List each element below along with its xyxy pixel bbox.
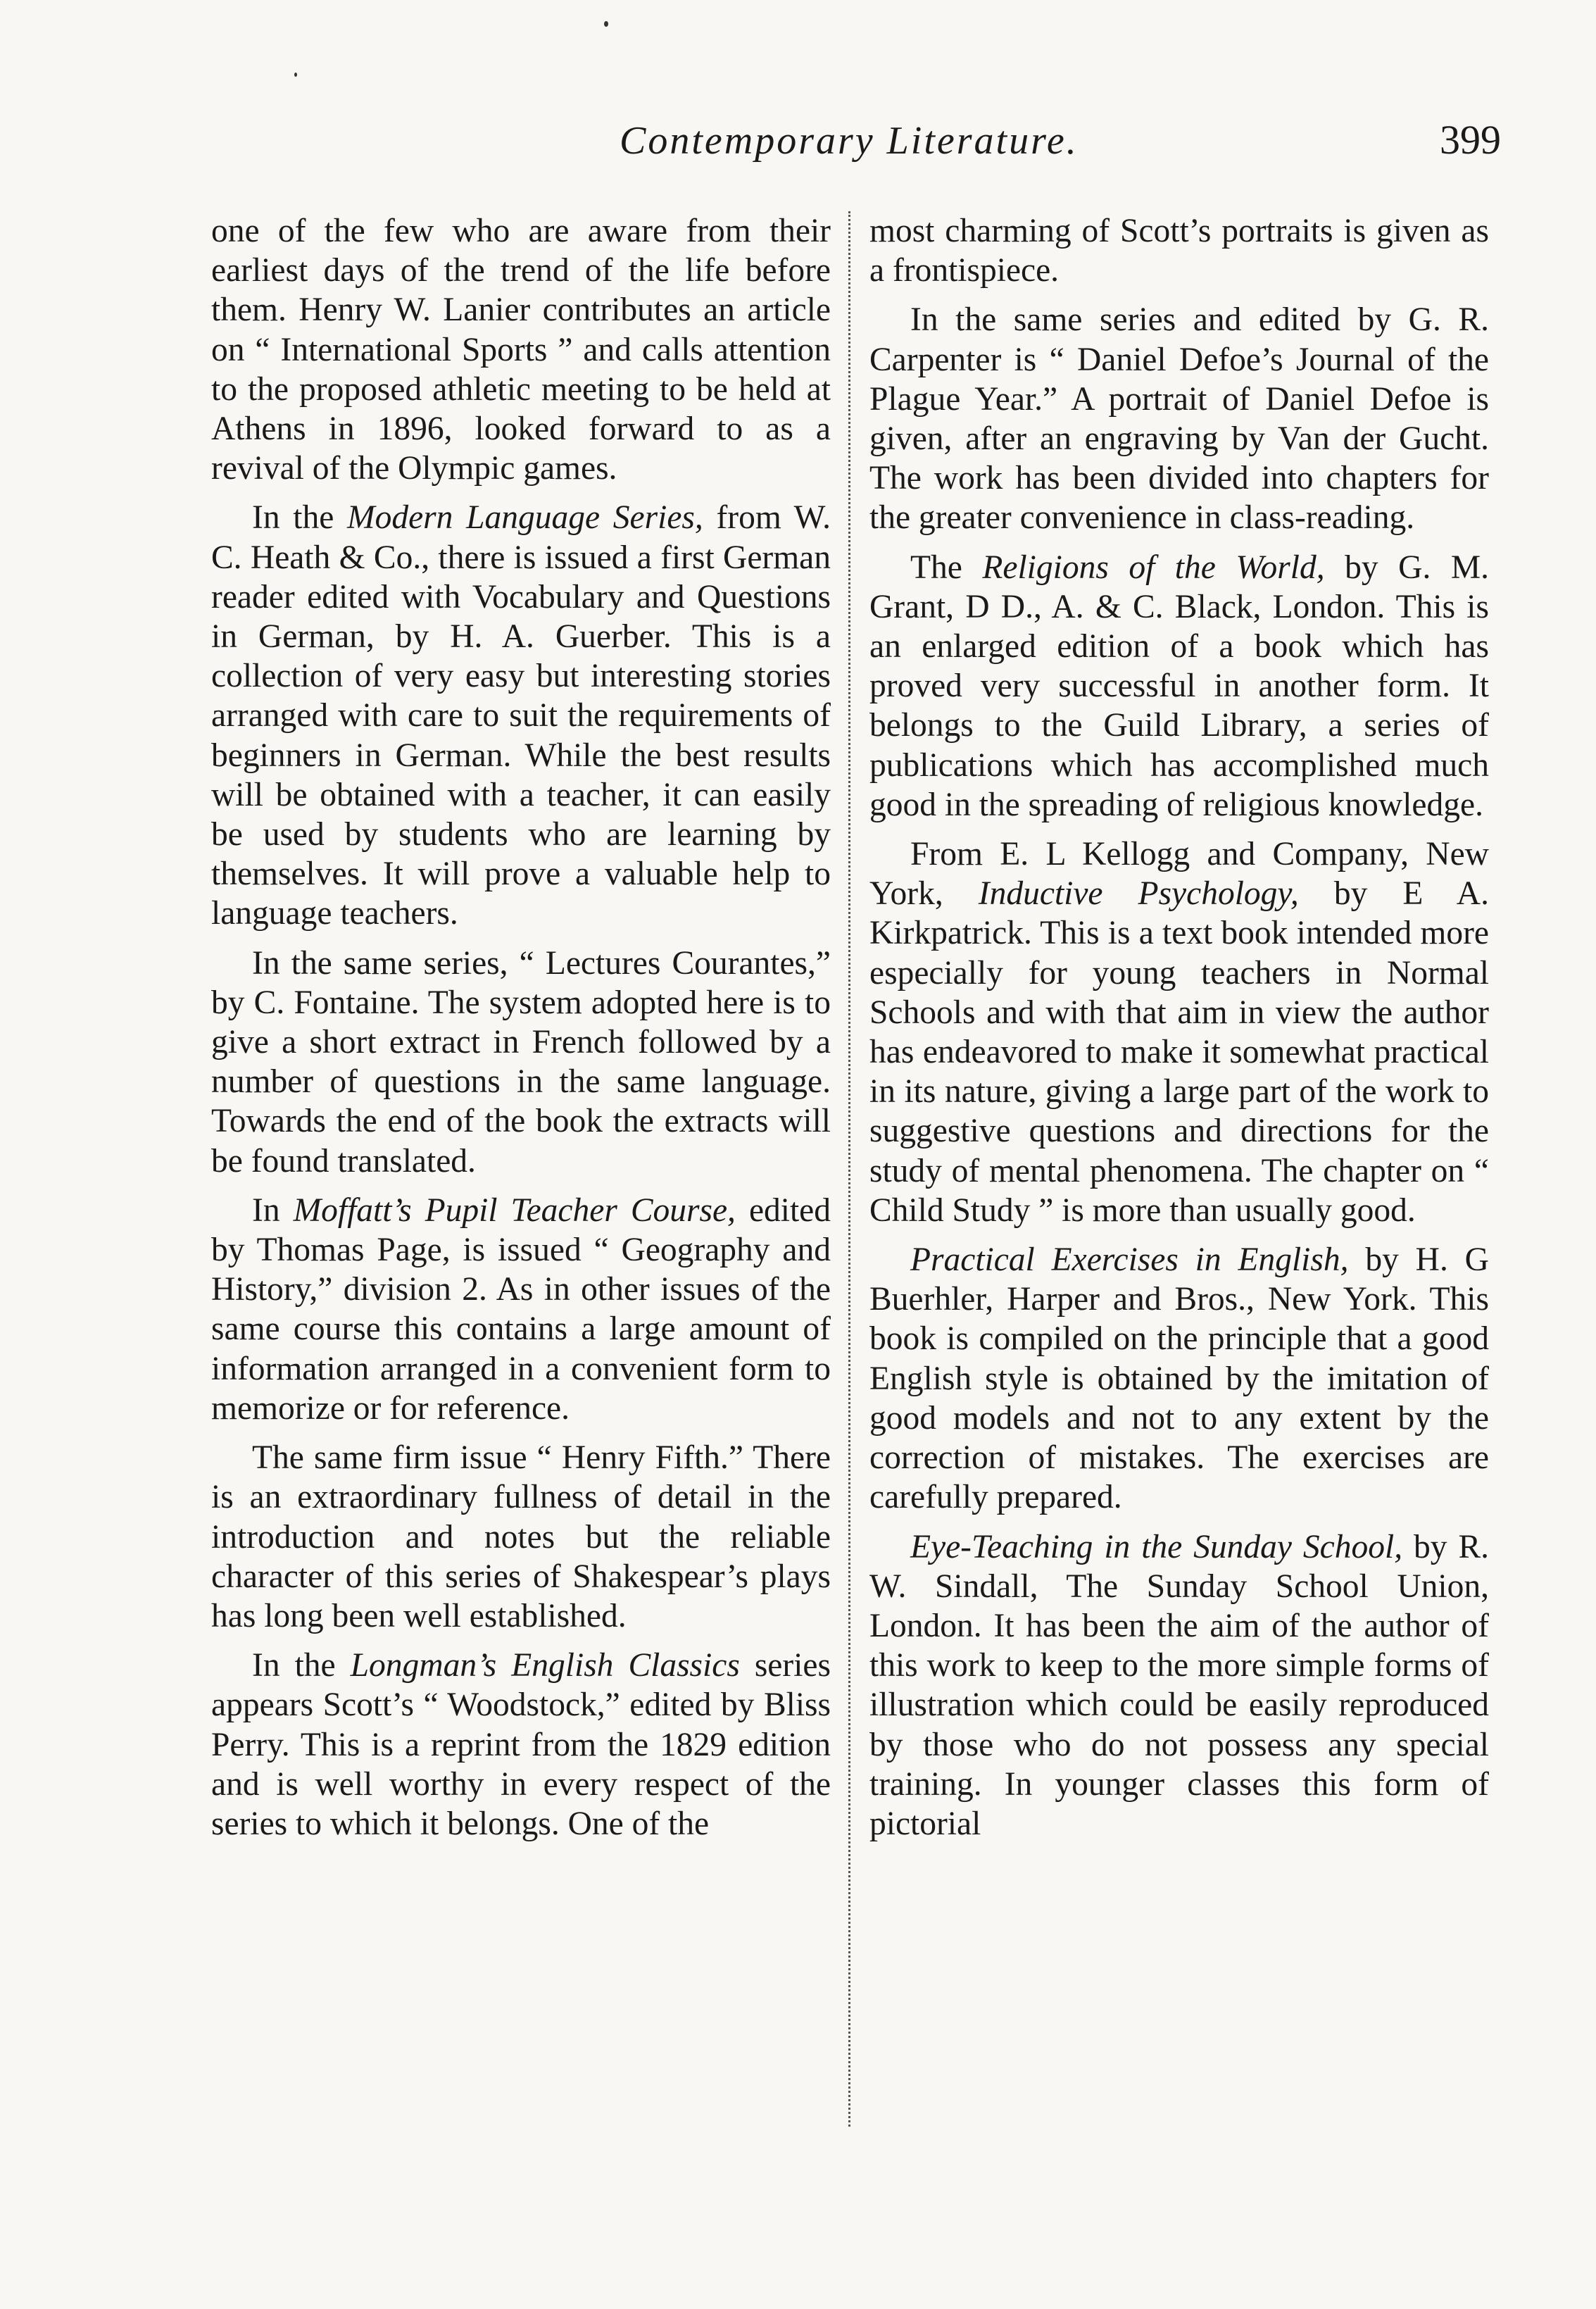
print-speck: [294, 73, 297, 77]
text-run: From E. L Kellogg and Company, New York,: [869, 836, 1489, 913]
paragraph: [869, 1527, 1489, 1844]
text-run: edited by Thomas Page, is issued “ Geography and History,” division 2. As in other issues of the same course this contains a large amount of information arranged in a convenient form to memorize or for reference.: [211, 1191, 831, 1427]
text-run: by R. W. Sindall, The Sunday School Union, London. It has been the aim of the author of this work to keep to the more simple forms of illustration which could be easily reproduced by those who do not possess any special training. In younger classes this form of pictorial: [869, 1528, 1489, 1842]
print-speck: [604, 21, 608, 27]
text-run: The same firm issue “ Henry Fifth.” There is an extraordinary fullness of detail in the introduction and notes but the reliable character of this series of Shakespear’s plays has long been well established.: [211, 1439, 831, 1634]
paragraph: [211, 1191, 831, 1428]
column-divider: [848, 211, 850, 2127]
title-italic: Practical Exercises in English,: [910, 1241, 1349, 1279]
text-run: from W. C. Heath & Co., there is issued a first German reader edited with Vocabulary and Questions in German, by H. A. Guerber. This is a collection of very easy but interesting stories arranged with care to suit the requirements of beginners in German. While the best results will be obtained with a teacher, it can easily be used by students who are learning by themselves. It will prove a valuable help to language teachers.: [211, 499, 831, 932]
text-run: by H. G Buerhler, Harper and Bros., New York. This book is compiled on the principle that a good English style is obtained by the imitation of good models and not to any extent by the correction of mistakes. The exercises are carefully prepared.: [869, 1241, 1489, 1516]
title-italic: Longman’s English Classics: [350, 1647, 740, 1684]
paragraph: [869, 834, 1489, 1230]
paragraph: [869, 548, 1489, 825]
text-run: by G. M. Grant, D D., A. & C. Black, London. This is an enlarged edition of a book which has proved very successful in another form. It belongs to the Guild Library, a series of publications which has accomplished much good in the spreading of religious knowledge.: [869, 549, 1489, 823]
paragraph: [211, 1646, 831, 1844]
text-run: most charming of Scott’s portraits is given as a frontispiece.: [869, 213, 1489, 289]
title-italic: Moffatt’s Pupil Teacher Course,: [293, 1191, 736, 1229]
text-run: In the same series and edited by G. R. Carpenter is “ Daniel Defoe’s Journal of the Plague Year.” A portrait of Daniel Defoe is given, after an engraving by Van der Gucht. The work has been divided into chapters for the greater convenience in class-reading.: [869, 301, 1489, 537]
text-run: In the: [252, 1647, 351, 1684]
right-column: [869, 211, 1489, 1853]
left-column: [211, 211, 831, 1853]
text-run: In the: [252, 499, 348, 537]
page-number: 399: [1440, 117, 1501, 163]
title-italic: Modern Language Series,: [347, 499, 703, 537]
paragraph: [211, 1438, 831, 1636]
running-title: Contemporary Literature.: [620, 119, 1079, 163]
paragraph: [211, 944, 831, 1181]
text-run: series appears Scott’s “ Woodstock,” edited by Bliss Perry. This is a reprint from the 1829 edition and is well worthy in every respect of the series to which it belongs. One of the: [211, 1647, 831, 1842]
paragraph: [869, 300, 1489, 537]
paragraph: [869, 1240, 1489, 1517]
paragraph: [869, 211, 1489, 290]
paragraph: [211, 498, 831, 933]
text-run: In: [252, 1191, 294, 1229]
title-italic: Inductive Psychology,: [978, 875, 1299, 913]
text-run: by E A. Kirkpatrick. This is a text book intended more especially for young teachers in Normal Schools and with that aim in view the author has endeavored to make it somewhat practical in its nature, giving a large part of the work to suggestive questions and directions for the study of mental phenomena. The chapter on “ Child Study ” is more than usually good.: [869, 875, 1489, 1229]
text-run: In the same series, “ Lectures Courantes,” by C. Fontaine. The system adopted here is to give a short extract in French followed by a number of questions in the same language. Towards the end of the book the extracts will be found translated.: [211, 944, 831, 1179]
title-italic: Eye-Teaching in the Sunday School,: [910, 1528, 1403, 1565]
text-run: The: [910, 549, 983, 586]
title-italic: Religions of the World,: [982, 549, 1325, 586]
paragraph: [211, 211, 831, 488]
text-run: one of the few who are aware from their earliest days of the trend of the life before them. Henry W. Lanier contributes an article on “ International Sports ” and calls attention to the proposed athletic meeting to be held at Athens in 1896, looked forward to as a revival of the Olympic games.: [211, 213, 831, 487]
